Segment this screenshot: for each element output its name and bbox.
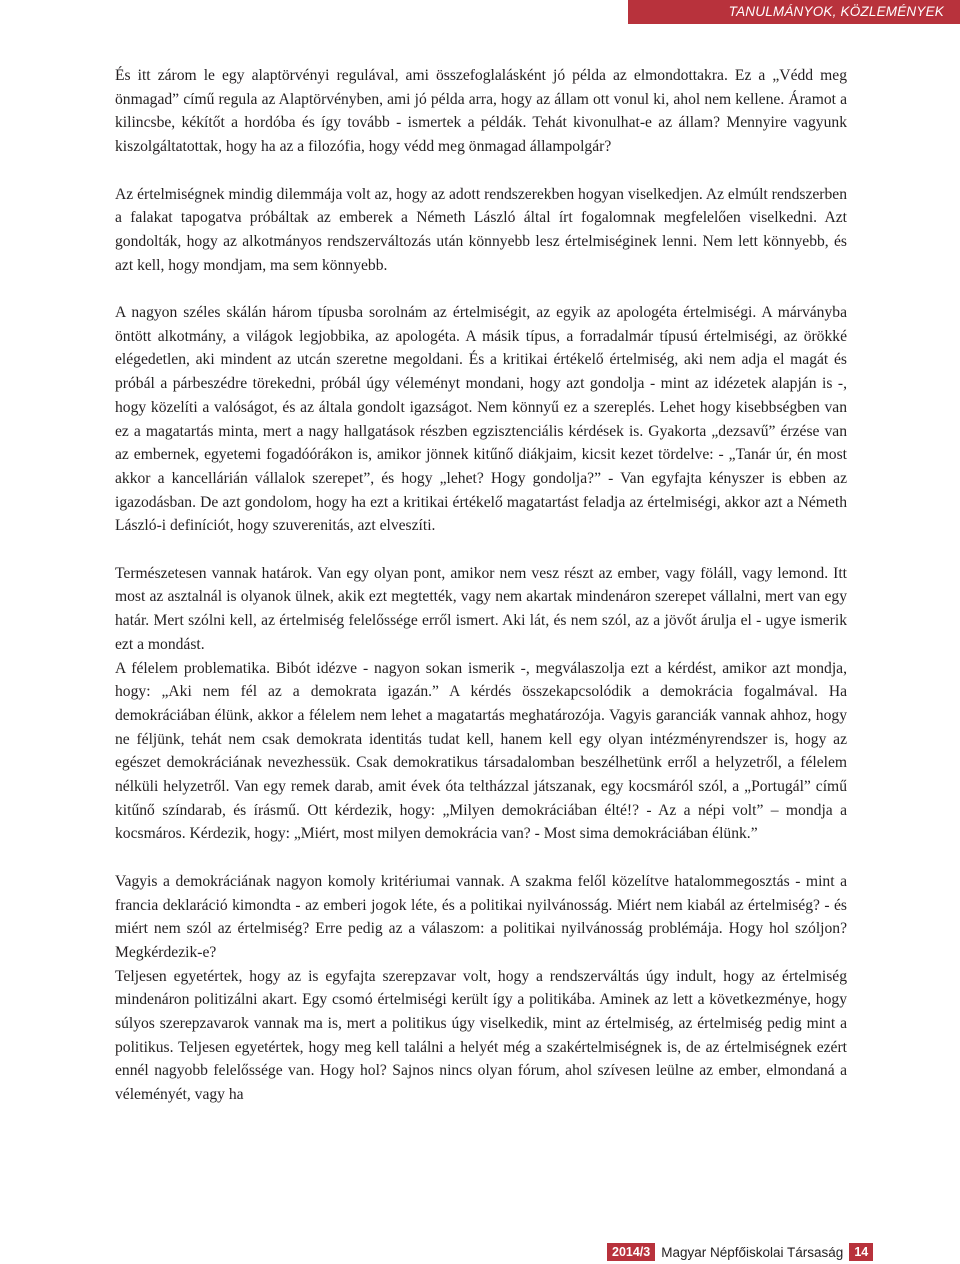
paragraph-4: Természetesen vannak határok. Van egy olyan pont, amikor nem vesz részt az ember, vagy föláll, vagy lemond. Itt most az asztalnál is olyanok ülnek, akik ezt megtették, vagy nem akartak mindenáron szerepet vállalni, mert van egy határ. Mert szólni kell, az értelmiség felelőssége erről ismert. Aki lát, és nem szól, az a jövőt árulja el - ugye ismerik ezt a mondást. xyxy=(115,564,847,653)
page-footer xyxy=(607,1242,873,1262)
paragraph-1: És itt zárom le egy alaptörvényi regulával, ami összefoglalásként jó példa az elmondottakra. Ez a „Védd meg önmagad” című regula az Alaptörvényben, ami jó példa arra, hogy az állam ott vonul ki, ahol nem kellene. Áramot a kilincsbe, kékítőt a hordóba és így tovább - ismertek a példák. Tehát kivonulhat-e az állam? Mennyire vagyunk kiszolgáltatottak, hogy ha az a filozófia, hogy védd meg önmagad állampolgár? xyxy=(115,67,847,156)
paragraph-2: Az értelmiségnek mindig dilemmája volt az, hogy az adott rendszerekben hogyan viselkedjen. Az elmúlt rendszerben a falakat tapogatva próbáltak az emberek a Németh László által írt fogalomnak megfelelően viselkedni. Azt gondolták, hogy az alkotmányos rendszerváltozás után könnyebb lesz értelmiséginek lenni. Nem lett könnyebb, és azt kell, hogy mondjam, ma sem könnyebb. xyxy=(115,185,847,274)
article-body xyxy=(115,64,847,1107)
section-header-bar xyxy=(628,0,960,24)
issue-badge: 2014/3 xyxy=(607,1243,655,1261)
section-title: TANULMÁNYOK, KÖZLEMÉNYEK xyxy=(728,4,944,19)
paragraph-3: A nagyon széles skálán három típusba sorolnám az értelmiségit, az egyik az apologéta értelmiségi. A márványba öntött alkotmány, a világok legjobbika, az apologéta. A másik típus, a forradalmár típusú értelmiségi, az örökké elégedetlen, aki mindent az utcán szeretne megoldani. És a kritikai értékelő értelmiség, aki nem adja el magát és próbál a párbeszédre törekedni, próbál úgy véleményt mondani, hogy azt gondolja - mint az idézetek alapján is -, hogy közelíti a valóságot, és az általa gondolt igazságot. Nem könnyű ez a szereplés. Lehet hogy kisebbségben van ez a magatartás minta, mert a nagy hallgatások részben egzisztenciális kérdések is. Gyakorta „dezsavű” érzése van az embernek, egyetemi fogadóórákon is, amikor jönnek kitűnő diákjaim, kicsit kezet tördelve: - „Tanár úr, én most akkor a kancellárián vállalok szerepet”, és hogy „lehet? Hogy gondolja?” - Van egyfajta kényszer is ebben az igazodásban. De azt gondolom, hogy ha ezt a kritikai értékelő magatartást feladja az értelmiségi, akkor azt a Németh László-i definíciót, hogy szuverenitás, azt elveszíti. xyxy=(115,304,847,535)
page-number: 14 xyxy=(849,1243,873,1261)
paragraph-5: A félelem problematika. Bibót idézve - nagyon sokan ismerik -, megválaszolja ezt a kérdést, amikor azt mondja, hogy: „Aki nem fél az a demokrata igazán.” A kérdés összekapcsolódik a demokrácia fogalmával. Ha demokráciában élünk, akkor a félelem nem lehet a magatartás meghatározója. Vagyis garanciák vannak ahhoz, hogy ne féljünk, tehát nem csak demokrata identitás tudat kell, hanem kell egy olyan intézményrendszer is, hogy az egészet demokráciának nevezhessük. Csak demokratikus társadalomban beszélhetünk erről a helyzetről, a félelem nélküli helyzetről. Van egy remek darab, amit évek óta teltházzal játszanak, egy kocsmáról szól, a „Portugál” című kitűnő színdarab, és írásmű. Ott kérdezik, hogy: „Milyen demokráciában élté!? - Az a népi volt” – mondja a kocsmáros. Kérdezik, hogy: „Miért, most milyen demokrácia van? - Most sima demokráciában élünk.” xyxy=(115,659,847,843)
paragraph-7: Teljesen egyetértek, hogy az is egyfajta szerepzavar volt, hogy a rendszerváltás úgy indult, hogy az értelmiség mindenáron politizálni akart. Egy csomó értelmiségi került így a politikába. Aminek az lett a következménye, hogy súlyos szerepzavarok vannak ma is, mert a politikus úgy viselkedik, mint az értelmiség, az értelmiség pedig mint a politikus. Teljesen egyetértek, hogy meg kell találni a helyét még a szakértelmiségnek is, de az értelmiségnek ezért ennél nagyobb felelőssége van. Hogy hol? Sajnos nincs olyan fórum, ahol szívesen leülne az ember, elmondaná a véleményét, vagy ha xyxy=(115,967,847,1104)
publisher-name: Magyar Népfőiskolai Társaság xyxy=(661,1244,844,1260)
paragraph-6: Vagyis a demokráciának nagyon komoly kritériumai vannak. A szakma felől közelítve hatalommegosztás - mint a francia deklaráció kimondta - az emberi jogok léte, és a politikai nyilvánosság. Miért nem kiabál az értelmiség? - és miért nem szól az értelmiség? Erre pedig az a válaszom: a politikai nyilvánosság problémája. Hogy hol szóljon? Megkérdezik-e? xyxy=(115,872,847,961)
